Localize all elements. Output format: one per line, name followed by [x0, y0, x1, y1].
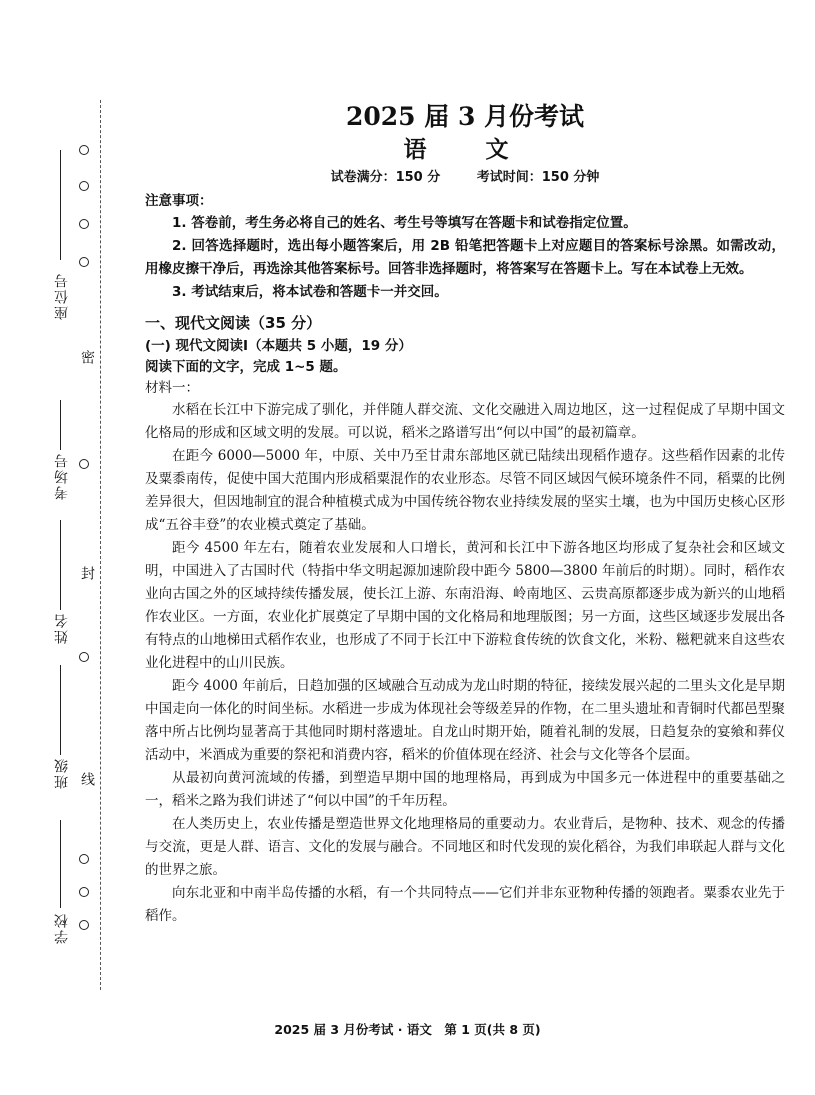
school-line [60, 820, 61, 908]
binding-hole [79, 145, 89, 155]
seal-char-mi: 密 [79, 350, 95, 364]
name-label: 姓名 [54, 612, 70, 644]
material-label: 材料一： [145, 380, 199, 396]
section-heading: 一、现代文阅读（35 分） [145, 314, 322, 332]
binding-hole [79, 854, 89, 864]
name-line [60, 520, 61, 610]
notice-item: 2. 回答选择题时，选出每小题答案后，用 2B 铅笔把答题卡上对应题目的答案标号涂黑。如需改动，用橡皮擦干净后，再选涂其他答案标号。回答非选择题时，将答案写在答题卡上。写在本试卷上无效。 [145, 238, 785, 277]
exam-room-line [60, 400, 61, 450]
material-paragraph: 在距今 6000—5000 年，中原、关中乃至甘肃东部地区就已陆续出现稻作遗存。这些稻作因素的北传及粟黍南传，促使中国大范围内形成稻粟混作的农业形态。尽管不同区域因气候环境条件不同，稻粟的比例差异很大，但因地制宜的混合种植模式成为中国传统谷物农业持续发展的坚实土壤，也为中国历史核心区形成“五谷丰登”的农业模式奠定了基础。 [145, 448, 785, 533]
subsection-heading: (一) 现代文阅读Ⅰ（本题共 5 小题，19 分） [145, 338, 412, 354]
binding-hole [79, 920, 89, 930]
exam-title: 2025 届 3 月份考试 [345, 102, 585, 131]
binding-dashed-line [100, 100, 101, 990]
binding-margin [0, 0, 110, 1095]
binding-hole [79, 257, 89, 267]
notice-heading: 注意事项： [145, 193, 213, 209]
seat-number-line [60, 150, 61, 260]
binding-hole [79, 219, 89, 229]
exam-page-content [145, 100, 785, 928]
binding-hole [79, 887, 89, 897]
material-paragraph: 距今 4500 年左右，随着农业发展和人口增长，黄河和长江中下游各地区均形成了复杂社会和区域文明，中国进入了古国时代（特指中华文明起源加速阶段中距今 5800—3800 年前后的时期）。同时，稻作农业向古国之外的区域持续传播发展，使长江上游、东南沿海、岭南地区、云贵高原都逐步成为新兴的山地稻作农业区。一方面，农业化扩展奠定了早期中国的文化格局和地理版图；另一方面，这些区域逐步发展出各有特点的山地梯田式稻作农业，也形成了不同于长江中下游粒食传统的饮食文化，米粉、糍粑就来自这些农业化进程中的山川民族。 [145, 540, 785, 671]
material-paragraph: 在人类历史上，农业传播是塑造世界文化地理格局的重要动力。农业背后，是物种、技术、观念的传播与交流，更是人群、语言、文化的发展与融合。不同地区和时代发现的炭化稻谷，为我们串联起人群与文化的世界之旅。 [145, 816, 785, 878]
material-paragraph: 距今 4000 年前后，日趋加强的区域融合互动成为龙山时期的特征，接续发展兴起的二里头文化是早期中国走向一体化的时间坐标。水稻进一步成为体现社会等级差异的作物，在二里头遗址和青铜时代都邑型聚落中所占比例均显著高于其他同时期村落遗址。自龙山时期开始，随着礼制的发展，日趋复杂的宴飨和葬仪活动中，米酒成为重要的祭祀和消费内容，稻米的价值体现在经济、社会与文化等各个层面。 [145, 678, 785, 763]
exam-time: 考试时间：150 分钟 [476, 170, 600, 185]
exam-room-label: 考场号 [54, 452, 70, 500]
binding-hole [79, 181, 89, 191]
page-footer: 2025 届 3 月份考试 · 语文 第 1 页(共 8 页) [274, 1022, 541, 1037]
seal-char-feng: 封 [79, 566, 95, 580]
subject-title: 语 文 [403, 136, 527, 163]
school-label: 学校 [54, 912, 70, 944]
full-score: 试卷满分：150 分 [330, 170, 441, 185]
seal-char-xian: 线 [79, 772, 95, 786]
seat-number-label: 座位号 [54, 272, 70, 320]
binding-hole [79, 459, 89, 469]
notice-item: 1. 答卷前，考生务必将自己的姓名、考生号等填写在答题卡和试卷指定位置。 [172, 215, 637, 231]
exam-meta [145, 166, 785, 190]
class-label: 班级 [54, 757, 70, 789]
material-paragraph: 向东北亚和中南半岛传播的水稻，有一个共同特点——它们并非东亚物种传播的领跑者。粟黍农业先于稻作。 [145, 885, 785, 924]
binding-hole [79, 652, 89, 662]
material-paragraph: 从最初向黄河流域的传播，到塑造早期中国的地理格局，再到成为中国多元一体进程中的重要基础之一，稻米之路为我们讲述了“何以中国”的千年历程。 [145, 770, 785, 809]
notice-item: 3. 考试结束后，将本试卷和答题卡一并交回。 [172, 284, 448, 300]
reading-instruction: 阅读下面的文字，完成 1~5 题。 [145, 359, 347, 375]
class-line [60, 665, 61, 755]
material-paragraph: 水稻在长江中下游完成了驯化，并伴随人群交流、文化交融进入周边地区，这一过程促成了早期中国文化格局的形成和区域文明的发展。可以说，稻米之路谱写出“何以中国”的最初篇章。 [145, 402, 785, 441]
